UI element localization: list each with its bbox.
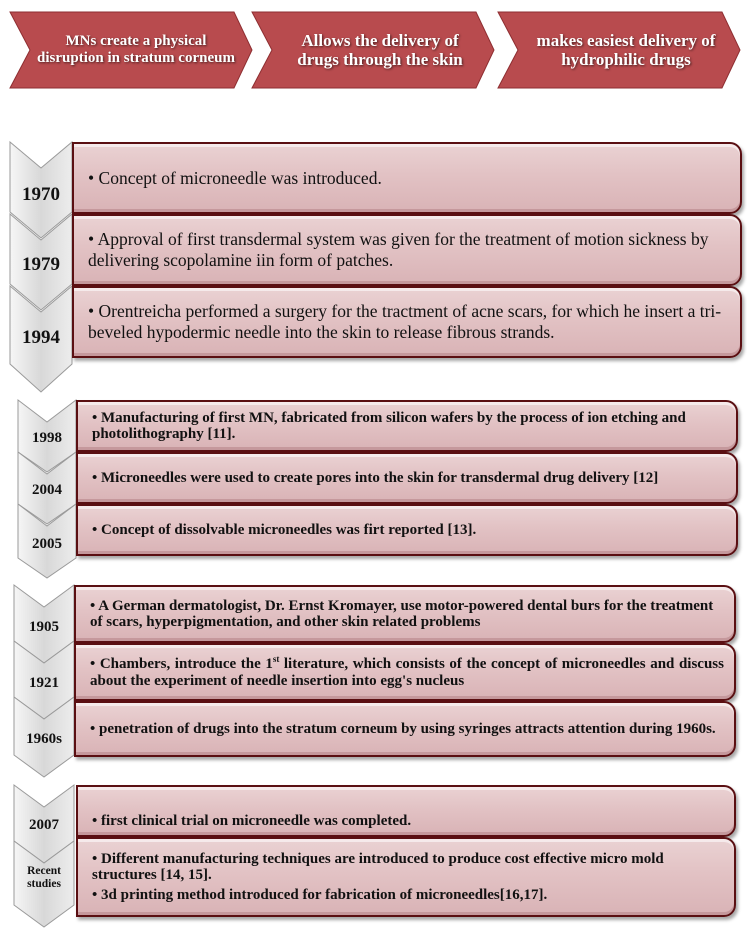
process-step-1 — [6, 12, 256, 88]
process-step-2 — [248, 12, 498, 88]
timeline-group-2 — [0, 400, 747, 575]
bullet-icon: • — [88, 301, 95, 322]
entry-text: 3d printing method introduced for fabrication of microneedles[16,17]. — [97, 886, 548, 903]
timeline-entry-box — [76, 837, 736, 917]
year-label: 1960s — [26, 731, 62, 747]
timeline-entry-box — [72, 286, 742, 358]
bullet-icon: • — [92, 850, 98, 867]
entry-text: first clinical trial on microneedle was completed. — [101, 812, 412, 829]
year-label: 1921 — [29, 675, 59, 691]
entry-text: Approval of first transdermal system was given for the treatment of motion sickness by delivering scopolamine iin form of patches. — [88, 229, 709, 270]
timeline-entry-box — [72, 214, 742, 286]
timeline-entry-box — [76, 504, 738, 556]
year-label: 1905 — [29, 619, 59, 635]
entry-text: Orentreicha performed a surgery for the tractment of acne scars, for which he insert a tri-beveled hypodermic needle into the skin to release fibrous strands. — [88, 301, 722, 342]
entry-text: Concept of dissolvable microneedles was firt reported [13]. — [101, 521, 477, 538]
entry-text: penetration of drugs into the stratum corneum by using syringes attracts attention during 1960s. — [99, 720, 716, 737]
entry-text: Chambers, introduce the 1 — [95, 656, 273, 672]
timeline-group-4 — [0, 785, 747, 930]
bullet-icon: • — [92, 521, 98, 538]
entry-text: Manufacturing of first MN, fabricated from silicon wafers by the process of ion etching and photolithography [11]. — [92, 409, 686, 442]
bullet-icon: • — [92, 469, 98, 486]
process-flow — [0, 0, 747, 100]
timeline-group-1 — [0, 142, 747, 392]
year-label: 2004 — [32, 482, 62, 498]
year-label: 1994 — [22, 327, 60, 348]
year-label: 1998 — [32, 430, 62, 446]
bullet-icon: • — [92, 886, 98, 903]
timeline-entry-box — [76, 785, 736, 837]
bullet-icon: • — [90, 720, 96, 737]
timeline-entry-box — [74, 585, 736, 643]
superscript: st — [272, 654, 280, 664]
timeline-entry-box — [72, 142, 742, 214]
process-step-label: makes easiest delivery of hydrophilic drugs — [536, 30, 716, 69]
process-step-label: MNs create a physical disruption in stratum corneum — [37, 33, 235, 66]
bullet-icon: • — [90, 656, 96, 672]
timeline-entry-box — [74, 643, 736, 701]
bullet-icon: • — [90, 597, 96, 614]
timeline-group-3 — [0, 585, 747, 775]
process-step-3 — [494, 12, 744, 88]
timeline-entry-box — [74, 701, 736, 757]
process-step-label: Allows the delivery of drugs through the skin — [297, 30, 463, 69]
year-label: 1979 — [22, 254, 60, 275]
timeline-entry-box — [76, 452, 738, 504]
bullet-icon: • — [92, 409, 98, 426]
entry-text: Different manufacturing techniques are introduced to produce cost effective micro mold structures [14, 15]. — [92, 850, 664, 884]
year-label: 1970 — [22, 184, 60, 205]
timeline-entry-box — [76, 400, 738, 452]
entry-text: Concept of microneedle was introduced. — [98, 167, 382, 188]
entry-text: Microneedles were used to create pores into the skin for transdermal drug delivery [12] — [101, 469, 659, 486]
bullet-icon: • — [88, 229, 95, 250]
year-label: 2007 — [29, 817, 59, 833]
entry-text: literature, which consists of the concept of microneedles and discuss about the experiment of needle insertion into egg's nucleus — [90, 656, 724, 689]
year-label: Recent studies — [27, 865, 61, 890]
bullet-icon: • — [88, 167, 95, 188]
year-label: 2005 — [32, 536, 62, 552]
bullet-icon: • — [92, 812, 98, 829]
entry-text: A German dermatologist, Dr. Ernst Kromayer, use motor-powered dental burs for the treatment of scars, hyperpigmentation, and other skin related problems — [90, 597, 714, 630]
